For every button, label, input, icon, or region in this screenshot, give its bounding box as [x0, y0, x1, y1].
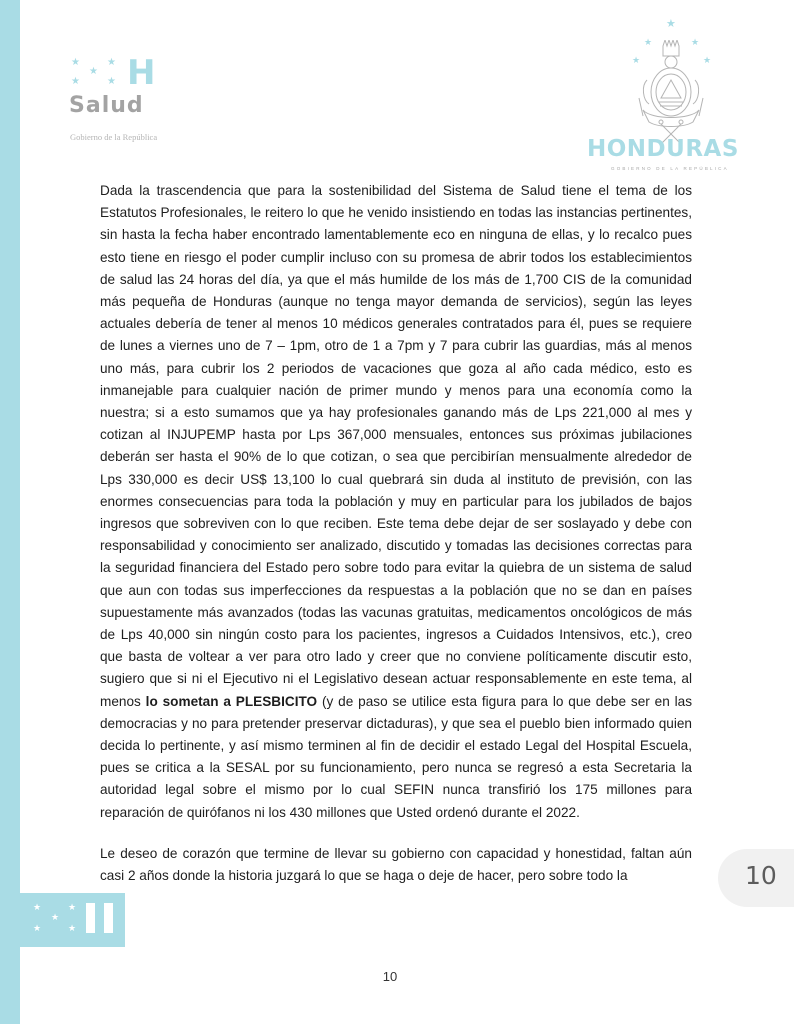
- h-mark-left-bar: [86, 903, 95, 933]
- letter-body: [100, 180, 692, 887]
- star-icon: ★: [644, 37, 653, 47]
- star-icon: ★: [89, 66, 98, 77]
- star-icon: ★: [33, 902, 42, 912]
- salud-logo: [66, 55, 206, 145]
- emphasis-plebiscito: lo sometan a PLESBICITO: [145, 693, 318, 709]
- star-icon: ★: [71, 57, 80, 68]
- star-icon: ★: [71, 76, 80, 87]
- honduras-logo: [585, 20, 755, 180]
- star-icon: ★: [51, 912, 60, 922]
- star-icon: ★: [68, 923, 77, 933]
- footer-page-number: 10: [382, 969, 398, 984]
- honduras-logo-subtitle: GOBIERNO DE LA REPÚBLICA: [611, 166, 729, 171]
- paragraph-main: Dada la trascendencia que para la sostenibilidad del Sistema de Salud tiene el tema de los Estatutos Profesionales, le reitero lo que he venido insistiendo en todas las instancias pertinentes, sin hasta la fecha haber encontrado lamentablemente eco en ninguna de ellas, y lo recalco pues esto tiene en riesgo el poder cumplir incluso con su promesa de abrir todos los establecimientos de salud las 24 horas del día, ya que el más humilde de los más de 1,700 CIS de la comunidad más pequeña de Honduras (aunque no tenga mayor demanda de servicios), según las leyes actuales debería de tener al menos 10 médicos generales contratados para él, pues se requiere de lunes a viernes uno de 7 – 1pm, otro de 1 a 7pm y 7 para cubrir las guardias, más al menos uno más, para cubrir los 2 periodos de vacaciones que goza al año cada médico, esto es inmanejable para cualquier nación de primer mundo y menos para una economía como la nuestra; si a esto sumamos que ya hay profesionales ganando más de Lps 221,000 al mes y cotizan al INJUPEMP hasta por Lps 367,000 mensuales, entonces sus próximas jubilaciones deberán ser hasta el 90% de lo que cotizan, o sea que percibirían mensualmente alrededor de Lps 330,000 es decir US$ 13,100 lo cual quebrará sin duda al instituto de previsión, con las enormes consecuencias para toda la población y muy en particular para los jubilados de bajos ingresos que sobreviven con lo que reciben. Este tema debe dejar de ser soslayado y debe con responsabilidad y conocimiento ser analizado, discutido y tomadas las decisiones correctas para la seguridad financiera del Estado pero sobre todo para evitar la quiebra de un sistema de salud que aun con todas sus imperfecciones da respuestas a la población que no se dan en países supuestamente más avanzados (todas las vacunas gratuitas, medicamentos oncológicos de más de Lps 40,000 sin ningún costo para los pacientes, ingresos a Cuidados Intensivos, etc.), creo que basta de voltear a ver para otro lado y creer que no conviene políticamente discutir esto, sugiero que si ni el Ejecutivo ni el Legislativo desean actuar responsablemente en este tema, al menos lo sometan a PLESBICITO (y de paso se utilice esta figura para lo que debe ser en las democracias y no para pretender preservar dictaduras), y que sea el pueblo bien informado quien decida lo pertinente, y así mismo terminen al fin de decidir el estado Legal del Hospital Escuela, pues se critica a la SESAL por su funcionamiento, pero nunca se regresó a esta Secretaria la autoridad legal sobre el mismo por lo cual SEFIN nunca transfirió los 175 millones para reparación de quirófanos ni los 430 millones que Usted ordenó durante el 2022.: [100, 183, 693, 820]
- star-icon: ★: [691, 37, 700, 47]
- salud-h-mark: H: [127, 53, 156, 93]
- star-icon: ★: [632, 55, 641, 65]
- star-icon: ★: [33, 923, 42, 933]
- star-icon: ★: [703, 55, 712, 65]
- page-indicator-badge: [718, 849, 794, 907]
- salud-logo-name: Salud: [69, 93, 144, 118]
- h-mark-right-bar: [104, 903, 113, 933]
- coat-of-arms-icon: [633, 37, 712, 150]
- salud-logo-subtitle: Gobierno de la República: [70, 132, 158, 142]
- star-icon: ★: [107, 57, 116, 68]
- page-indicator-number: 10: [745, 861, 777, 890]
- honduras-logo-name: HONDURAS: [587, 136, 739, 162]
- star-icon: ★: [107, 76, 116, 87]
- left-decorative-band: [0, 0, 20, 1024]
- star-icon: ★: [666, 18, 676, 30]
- star-icon: ★: [68, 902, 77, 912]
- footer-flag-decoration: [0, 893, 125, 947]
- paragraph-closing: Le deseo de corazón que termine de llevar su gobierno con capacidad y honestidad, faltan aún casi 2 años donde la historia juzgará lo que se haga o deje de hacer, pero sobre todo la: [100, 845, 692, 884]
